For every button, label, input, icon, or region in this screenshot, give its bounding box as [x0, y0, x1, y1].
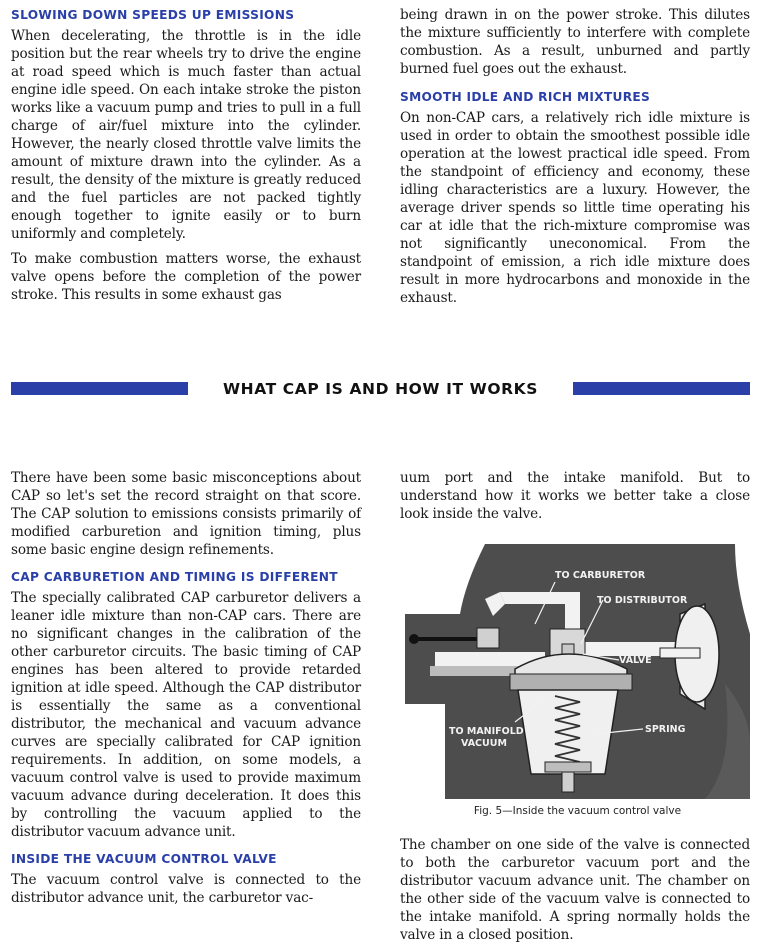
- label-to-distributor: TO DISTRIBUTOR: [597, 595, 688, 606]
- paragraph-continuation-valve: uum port and the intake manifold. But to understand how it works we better take a close look inside the valve.: [400, 470, 750, 522]
- label-valve: VALVE: [619, 655, 652, 666]
- paragraph-combustion: To make combustion matters worse, the exhaust valve opens before the completion of the power stroke. This results in some exhaust gas: [11, 251, 361, 303]
- section-heading-inside-valve: INSIDE THE VACUUM CONTROL VALVE: [11, 852, 277, 866]
- section-heading-slowing-down: SLOWING DOWN SPEEDS UP EMISSIONS: [11, 8, 295, 22]
- banner-bar-right: [573, 382, 750, 395]
- bottom-left-column: [11, 469, 361, 914]
- paragraph-valve-connection: The vacuum control valve is connected to the distributor advance unit, the carburetor vac-: [11, 872, 361, 906]
- paragraph-decelerating: When decelerating, the throttle is in the idle position but the rear wheels try to drive the engine at road speed which is much faster than actual engine idle speed. On each intake stroke the piston works like a vacuum pump and tries to pull in a full charge of air/fuel mixture into the cylinder. However, the nearly closed throttle valve limits the amount of mixture drawn into the cylinder. As a result, the density of the mixture is greatly reduced and the fuel particles are not packed tightly enough together to ignite easily or to burn uniformly and completely.: [11, 28, 361, 242]
- label-vacuum: VACUUM: [461, 738, 507, 749]
- figure-caption: Fig. 5—Inside the vacuum control valve: [473, 805, 682, 817]
- top-right-column: [400, 6, 750, 314]
- banner-title: WHAT CAP IS AND HOW IT WORKS: [222, 380, 539, 398]
- bottom-right-column: [400, 469, 750, 530]
- paragraph-continuation-exhaust: being drawn in on the power stroke. This dilutes the mixture sufficiently to interfere with complete combustion. As a result, unburned and partly burned fuel goes out the exhaust.: [400, 7, 750, 77]
- paragraph-rich-mixture: On non-CAP cars, a relatively rich idle mixture is used in order to obtain the smoothest possible idle operation at the lowest practical idle speed. From the standpoint of efficiency and economy, these idling characteristics are a luxury. However, the average driver spends so little time operating his car at idle that the rich-mixture compromise was not significantly uneconomical. From the standpoint of emission, a rich idle mixture does result in more hydrocarbons and monoxide in the exhaust.: [400, 110, 750, 306]
- banner-bar-left: [11, 382, 188, 395]
- label-to-manifold: TO MANIFOLD: [449, 726, 524, 737]
- section-heading-carburetion: CAP CARBURETION AND TIMING IS DIFFERENT: [11, 570, 338, 584]
- section-heading-smooth-idle: SMOOTH IDLE AND RICH MIXTURES: [400, 90, 651, 104]
- section-banner: [11, 379, 750, 399]
- top-left-column: [11, 6, 361, 311]
- paragraph-carburetion: The specially calibrated CAP carburetor delivers a leaner idle mixture than non-CAP cars. There are no significant changes in the calibration of the other carburetor circuits. The basic timing of CAP engines has been altered to provide retarded ignition at idle speed. Although the CAP distributor is essentially the same as a conventional distributor, the mechanical and vacuum advance curves are specially calibrated for CAP ignition requirements. In addition, on some models, a vacuum control valve is used to provide maximum vacuum advance during deceleration. It does this by controlling the vacuum applied to the distributor vacuum advance unit.: [11, 590, 361, 840]
- vacuum-valve-illustration: [405, 544, 750, 799]
- bottom-right-lower-column: [400, 836, 750, 951]
- paragraph-chamber: The chamber on one side of the valve is connected to both the carburetor vacuum port and the distributor vacuum advance unit. The chamber on the other side of the vacuum valve is connected to the intake manifold. A spring normally holds the valve in a closed position.: [400, 837, 750, 943]
- label-to-carburetor: TO CARBURETOR: [555, 570, 646, 581]
- label-spring: SPRING: [645, 724, 686, 735]
- paragraph-intro: There have been some basic misconceptions about CAP so let's set the record straight on that score. The CAP solution to emissions consists primarily of modified carburetion and ignition timing, plus some basic engine design refinements.: [11, 470, 361, 558]
